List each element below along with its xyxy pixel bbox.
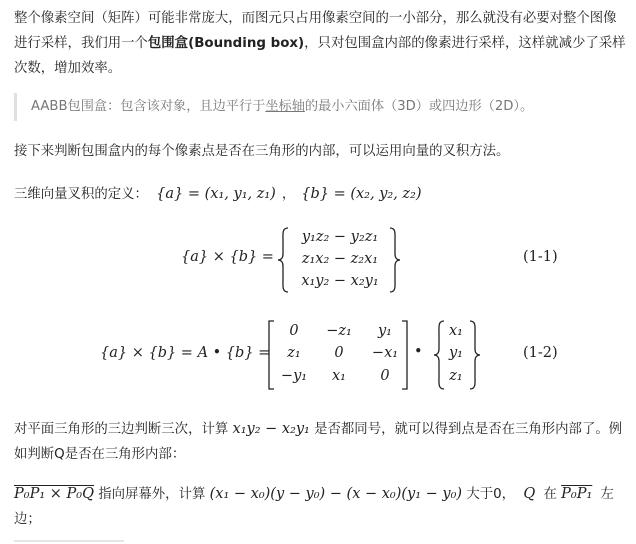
axis-link[interactable]: 坐标轴 (265, 99, 305, 114)
matrix-cell: y₁ (377, 323, 392, 339)
bounding-box-term: 包围盒(Bounding box) (147, 36, 305, 51)
matrix-cell: z₁ (287, 345, 301, 361)
point-q: Q (523, 486, 536, 502)
aabb-quote (14, 93, 614, 121)
matrix-cell: −y₁ (280, 368, 308, 384)
sign-check-paragraph (14, 417, 626, 467)
point-side-text-2: 大于0， (466, 487, 516, 502)
definition-line (14, 182, 626, 207)
sign-check-expression: x₁y₂ − x₂y₁ (232, 421, 310, 437)
eq1-row-2: z₁x₂ − z₂x₁ (301, 251, 379, 267)
matrix-cell: 0 (289, 323, 299, 339)
determinant-formula: (x₁ − x₀)(y − y₀) − (x − x₀)(y₁ − y₀) (209, 486, 463, 502)
eq2-dot-operator: • (414, 344, 423, 360)
definition-separator: ， (281, 187, 296, 202)
point-side-paragraph (14, 482, 626, 532)
eq2-vector-right-brace (466, 319, 482, 391)
eq2-matrix-right-bracket (400, 319, 410, 391)
vector-b-def: {b} = (x₂, y₂, z₂) (301, 186, 422, 202)
vector-entry: y₁ (448, 345, 463, 361)
vector-entry: z₁ (449, 368, 463, 384)
eq1-row-1: y₁z₂ − y₂z₁ (301, 229, 379, 245)
edge-p0p1: P₀P₁ (561, 486, 593, 502)
sign-check-text-before: 对平面三角形的三边判断三次，计算 (14, 422, 229, 437)
intro-text-after: ，只对包围盒内部的像素进行采样，这样就减少了采样次数，增加效率。 (14, 36, 626, 76)
point-side-text-4: 左边； (14, 487, 614, 527)
eq1-right-brace (386, 226, 402, 294)
point-side-text-1: 指向屏幕外，计算 (98, 487, 206, 502)
intro-text-before: 整个像素空间（矩阵）可能非常庞大，而图元只占用像素空间的一小部分，那么就没有必要对整个图像进行采样，我们用一个 (14, 11, 617, 51)
vector-a-def: {a} = (x₁, y₁, z₁) (156, 186, 276, 202)
eq1-label: (1-1) (523, 249, 558, 265)
sign-check-text-after: 是否都同号，就可以得到点是否在三角形内部了。例如判断Q是否在三角形内部： (14, 422, 623, 462)
vector-entry: x₁ (449, 323, 463, 339)
quote-text-after: 的最小六面体（3D）或四边形（2D）。 (304, 99, 534, 114)
intro-paragraph (14, 6, 626, 81)
matrix-cell: x₁ (332, 368, 346, 384)
eq1-row-3: x₁y₂ − x₂y₁ (301, 273, 379, 289)
eq2-lhs: {a} × {b} = A • {b} = (100, 345, 271, 361)
cross-expression: P₀P₁ × P₀Q (14, 486, 94, 502)
matrix-cell: 0 (334, 345, 344, 361)
definition-lead: 三维向量叉积的定义： (14, 187, 148, 202)
bottom-divider (14, 540, 124, 542)
matrix-cell: −z₁ (326, 323, 352, 339)
quote-text-before: AABB包围盒：包含该对象，且边平行于 (31, 99, 266, 114)
matrix-cell: −x₁ (371, 345, 399, 361)
eq2-label: (1-2) (523, 345, 558, 361)
matrix-cell: 0 (380, 368, 390, 384)
eq1-lhs: {a} × {b} = (181, 249, 274, 265)
cross-product-intro: 接下来判断包围盒内的每个像素点是否在三角形的内部，可以运用向量的叉积方法。 (14, 144, 510, 159)
point-side-text-3: 在 (543, 487, 557, 502)
